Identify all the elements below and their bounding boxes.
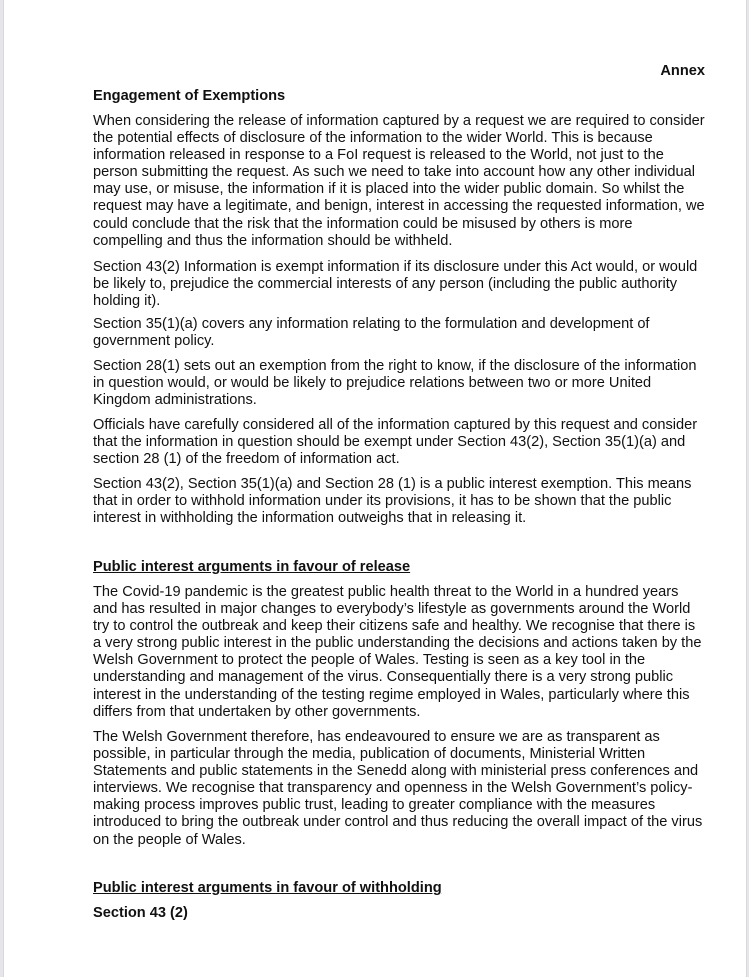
- section-title: Engagement of Exemptions: [93, 88, 286, 104]
- section-35-1a-paragraph: Section 35(1)(a) covers any information relating to the formulation and development of government policy.: [93, 316, 650, 350]
- document-page: [3, 0, 747, 977]
- withholding-heading: Public interest arguments in favour of withholding: [93, 880, 442, 896]
- officials-paragraph: Officials have carefully considered all of the information captured by this request and consider that the information in question should be exempt under Section 43(2), Section 35(1)(a) and section 28 (1) of the freedom of information act.: [93, 417, 698, 468]
- release-heading: Public interest arguments in favour of release: [93, 559, 411, 575]
- annex-label: Annex: [660, 63, 705, 79]
- release-paragraph-covid: The Covid-19 pandemic is the greatest public health threat to the World in a hundred years and has resulted in major changes to everybody’s lifestyle as governments around the World try to control the outbreak and keep their citizens safe and healthy. We recognise that there is a very strong public interest in the public understanding the decisions and actions taken by the Welsh Government to protect the people of Wales. Testing is seen as a key tool in the understanding and management of the virus. Consequentially there is a very strong public interest in the understanding of the testing regime employed in Wales, particularly where this differs from that undertaken by other governments.: [93, 584, 702, 720]
- section-43-2-paragraph: Section 43(2) Information is exempt information if its disclosure under this Act would, or would be likely to, prejudice the commercial interests of any person (including the public authority holding it).: [93, 259, 698, 310]
- section-28-1-paragraph: Section 28(1) sets out an exemption from the right to know, if the disclosure of the information in question would, or would be likely to prejudice relations between two or more United Kingdom administrations.: [93, 358, 697, 409]
- withholding-subheading-section-43: Section 43 (2): [93, 905, 188, 921]
- public-interest-exemption-paragraph: Section 43(2), Section 35(1)(a) and Section 28 (1) is a public interest exemption. This means that in order to withhold information under its provisions, it has to be shown that the public interest in withholding the information outweighs that in releasing it.: [93, 476, 692, 527]
- intro-paragraph: When considering the release of information captured by a request we are required to consider the potential effects of disclosure of the information to the wider World. This is because information released in response to a FoI request is released to the World, not just to the person submitting the request. As such we need to take into account how any other individual may use, or misuse, the information if it is placed into the wider public domain. So whilst the request may have a legitimate, and benign, interest in accessing the requested information, we could conclude that the risk that the information could be misused by others is more compelling and thus the information should be withheld.: [93, 113, 705, 249]
- release-paragraph-welsh-government: The Welsh Government therefore, has endeavoured to ensure we are as transparent as possible, in particular through the media, publication of documents, Ministerial Written Statements and public statements in the Senedd along with ministerial press conferences and interviews. We recognise that transparency and openness in the Welsh Government’s policy-making process improves public trust, leading to greater compliance with the measures introduced to bring the outbreak under control and thus reducing the overall impact of the virus on the people of Wales.: [93, 729, 703, 848]
